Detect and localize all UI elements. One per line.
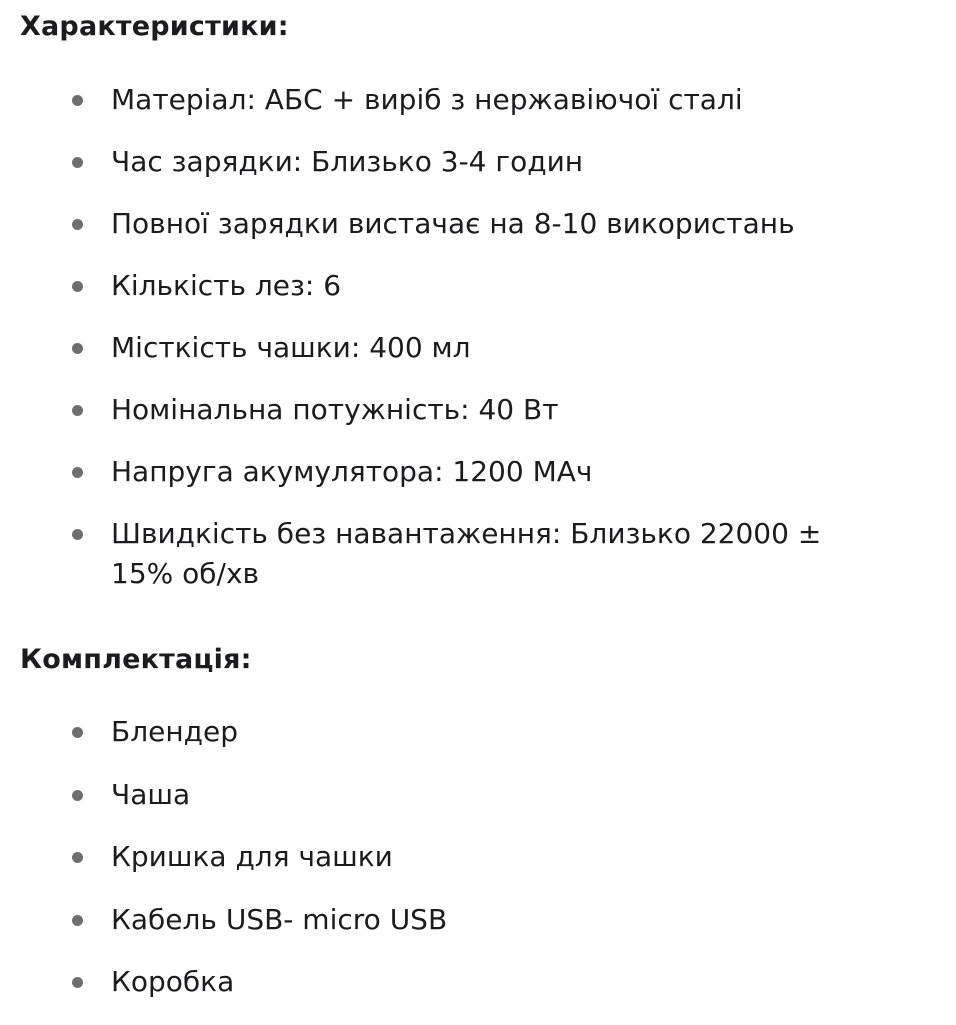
package-title: Комплектація: <box>20 644 252 675</box>
list-item <box>0 204 891 244</box>
bullet-dot-icon <box>72 727 83 738</box>
list-item <box>0 900 891 940</box>
bullet-dot-icon <box>72 852 83 863</box>
list-item <box>0 514 891 594</box>
list-item <box>0 142 891 182</box>
spec-material: Матеріал: АБС + виріб з нержавіючої сталі <box>111 83 743 116</box>
bullet-dot-icon <box>72 915 83 926</box>
bullet-dot-icon <box>72 157 83 168</box>
specifications-list <box>0 80 891 616</box>
bullet-dot-icon <box>72 529 83 540</box>
list-item <box>0 775 891 815</box>
package-item-box: Коробка <box>111 965 235 998</box>
bullet-dot-icon <box>72 790 83 801</box>
list-item <box>0 390 891 430</box>
bullet-dot-icon <box>72 467 83 478</box>
spec-charging-time: Час зарядки: Близько 3-4 годин <box>111 145 584 178</box>
list-item <box>0 837 891 877</box>
spec-cup-capacity: Місткість чашки: 400 мл <box>111 331 471 364</box>
package-item-blender: Блендер <box>111 715 238 748</box>
specifications-title: Характеристики: <box>20 11 289 42</box>
package-list <box>0 712 891 1025</box>
list-item <box>0 266 891 306</box>
list-item <box>0 452 891 492</box>
bullet-dot-icon <box>72 343 83 354</box>
package-item-lid: Кришка для чашки <box>111 840 393 873</box>
list-item <box>0 712 891 752</box>
bullet-dot-icon <box>72 95 83 106</box>
bullet-dot-icon <box>72 405 83 416</box>
bullet-dot-icon <box>72 219 83 230</box>
spec-speed: Швидкість без навантаження: Близько 22000 ± 15% об/хв <box>111 517 822 590</box>
package-item-cable: Кабель USB- micro USB <box>111 902 448 936</box>
spec-battery: Напруга акумулятора: 1200 МАч <box>111 455 593 488</box>
spec-uses-per-charge: Повної зарядки вистачає на 8-10 використань <box>111 207 795 240</box>
bullet-dot-icon <box>72 281 83 292</box>
list-item <box>0 328 891 368</box>
list-item <box>0 962 891 1002</box>
spec-power: Номінальна потужність: 40 Вт <box>111 393 559 426</box>
spec-blades: Кількість лез: 6 <box>111 269 342 302</box>
bullet-dot-icon <box>72 977 83 988</box>
package-item-bowl: Чаша <box>111 777 191 811</box>
list-item <box>0 80 891 120</box>
